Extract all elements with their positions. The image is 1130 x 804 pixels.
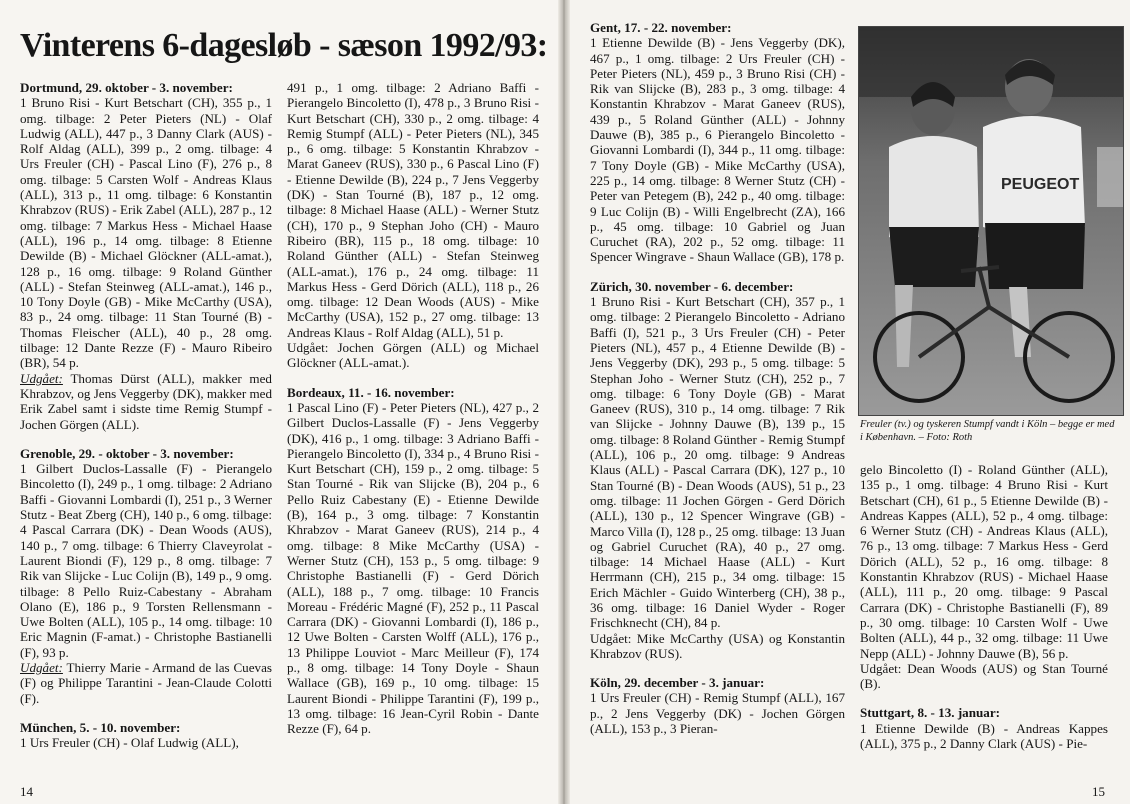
right-column-1 [590, 20, 845, 750]
race-results: 1 Etienne Dewilde (B) - Jens Veggerby (DK), 467 p., 1 omg. tilbage: 2 Urs Freuler (CH) - Peter Pieters (NL), 459 p., 3 Bruno Risi (CH) - Rik van Slijcke (B), 283 p., 3 omg. tilbage: 4 Konstantin Khrabzov - Marat Ganeev (RUS), 439 p., 5 Roland Günther (ALL) - Johnny Dauwe (B), 385 p., 6 Pierangelo Bincoletto - Giovanni Lombardi (I), 344 p., 11 omg. tilbage: 7 Tony Doyle (GB) - Mike McCarthy (USA), 225 p., 14 omg. tilbage: 8 Werner Stutz (CH) - Peter van Petegem (B), 242 p., 40 omg. tilbage: 9 Luc Colijn (B) - Willi Engelbrecht (ZA), 166 p., 45 omg. tilbage: 10 Gabriel og Juan Curuchet (RA), 202 p., 52 omg. tilbage: 11 Spencer Wingrave - Shaun Wallace (GB), 178 p. [590, 35, 845, 265]
race-entry-munchen [20, 720, 272, 751]
left-column-1 [20, 80, 272, 764]
dnf-label: Udgået: [20, 370, 63, 386]
race-entry-bordeaux [287, 385, 539, 737]
jersey-text: PEUGEOT [1001, 176, 1080, 193]
dnf-label: Udgået: [20, 659, 63, 675]
race-results: 1 Etienne Dewilde (B) - Andreas Kappes (ALL), 375 p., 2 Danny Clark (AUS) - Pie- [860, 720, 1108, 752]
race-dnf [20, 371, 272, 432]
right-column-2 [860, 462, 1108, 765]
race-results: 1 Pascal Lino (F) - Peter Pieters (NL), 427 p., 2 Gilbert Duclos-Lassalle (F) - Jens Veggerby (DK), 416 p., 1 omg. tilbage: 3 Adriano Baffi - Pierangelo Bincoletto (I), 334 p., 4 Bruno Risi - Kurt Betschart (CH), 159 p., 2 omg. tilbage: 5 Stan Tourné - Rik van Slijcke (B), 204 p., 6 Pello Ruiz Cabestany (E) - Etienne Dewilde (B), 164 p., 3 omg. tilbage: 7 Konstantin Khrabzov - Marat Ganeev (RUS), 214 p., 4 omg. tilbage: 8 Mike McCarthy (USA) - Werner Stutz (CH), 153 p., 5 omg. tilbage: 9 Christophe Bastianelli (F) - Gerd Dörich (ALL), 188 p., 7 omg. tilbage: 10 Francis Moreau - Frédéric Magné (F), 252 p., 11 Pascal Carrara (DK) - Giovanni Lombardi (I), 186 p., 12 Uwe Bolten - Carsten Wolff (ALL), 176 p., 13 Philippe Louviot - Marc Meilleur (F), 174 p., 8 omg. tilbage: 14 Tony Doyle - Shaun Wallace (GB), 169 p., 10 omg. tilbage: 15 Laurent Biondi - Philippe Tarantini (F), 199 p., 13 omg. tilbage: 16 Jean-Cyril Robin - Dante Rezze (F), 64 p. [287, 399, 539, 737]
race-entry-grenoble [20, 446, 272, 706]
book-spine [558, 0, 570, 804]
race-title: Dortmund, 29. oktober - 3. november: [20, 80, 233, 95]
race-results: 1 Urs Freuler (CH) - Remig Stumpf (ALL), 167 p., 2 Jens Veggerby (DK) - Jochen Görgen (ALL), 153 p., 3 Pieran- [590, 690, 845, 737]
page-number-left: 14 [20, 784, 33, 799]
race-dnf: Udgået: Jochen Görgen (ALL) og Michael Glöckner (ALL-amat.). [287, 340, 539, 371]
dnf-text: Thierry Marie - Armand de las Cuevas (F) og Philippe Tarantini - Jean-Claude Colotti (F). [20, 659, 272, 706]
race-title: Grenoble, 29. - oktober - 3. november: [20, 445, 234, 461]
dnf-text: Mike McCarthy (USA) og Konstantin Khrabzov (RUS). [590, 630, 845, 661]
cyclists-photo [858, 26, 1124, 416]
race-results: 1 Urs Freuler (CH) - Olaf Ludwig (ALL), [20, 735, 239, 751]
dnf-text: Thomas Dürst (ALL), makker med Khrabzov, og Jens Veggerby (DK), makker med Erik Zabel samt i sidste time Remig Stumpf - Jochen Görgen (ALL). [20, 370, 272, 432]
race-entry-stuttgart [860, 705, 1108, 751]
race-entry-gent [590, 20, 845, 265]
dnf-label: Udgået: [590, 630, 632, 646]
race-results: 491 p., 1 omg. tilbage: 2 Adriano Baffi - Pierangelo Bincoletto (I), 478 p., 3 Bruno Risi - Kurt Betschart (CH), 330 p., 2 omg. tilbage: 4 Remig Stumpf (ALL) - Peter Pieters (NL), 345 p., 6 omg. tilbage: 5 Konstantin Khrabzov - Marat Ganeev (RUS), 330 p., 6 Pascal Lino (F) - Etienne Dewilde (B), 224 p., 7 Jens Veggerby (DK) - Stan Tourné (B), 187 p., 12 omg. tilbage: 8 Michael Haase (ALL) - Werner Stutz (CH), 170 p., 9 Stephan Joho (CH) - Mauro Ribeiro (BR), 115 p., 18 omg. tilbage: 10 Roland Günther (ALL) - Stefan Steinweg (ALL-amat.), 176 p., 24 omg. tilbage: 11 Markus Hess - Gerd Dörich (ALL), 118 p., 26 omg. tilbage: 12 Dean Woods (AUS) - Mike McCarthy (USA), 152 p., 27 omg. tilbage: 13 Andreas Klaus - Rolf Aldag (ALL), 51 p. [287, 80, 539, 340]
race-dnf [590, 631, 845, 662]
race-title: Stuttgart, 8. - 13. januar: [860, 705, 1001, 721]
race-entry-munchen-continued [287, 80, 539, 371]
race-title: Köln, 29. december - 3. januar: [590, 675, 765, 691]
page-title: Vinterens 6-dagesløb - sæson 1992/93: [20, 27, 548, 64]
left-column-2 [287, 80, 539, 750]
race-results: 1 Bruno Risi - Kurt Betschart (CH), 357 p., 1 omg. tilbage: 2 Pierangelo Bincoletto - Adriano Baffi (I), 521 p., 3 Urs Freuler (CH) - Peter Pieters (NL), 457 p., 4 Etienne Dewilde (B) - Jens Veggerby (DK), 293 p., 5 omg. tilbage: 5 Stephan Joho - Werner Stutz (CH), 252 p., 7 omg. tilbage: 6 Tony Doyle (GB) - Marat Ganeev (RUS), 310 p., 14 omg. tilbage: 7 Rik van Slijcke - Johnny Dauwe (B), 139 p., 15 omg. tilbage: 8 Roland Günther - Remig Stumpf (ALL), 106 p., 20 omg. tilbage: 9 Andreas Klaus (ALL) - Pascal Carrara (DK), 127 p., 10 Stan Tourné (B) - Dean Woods (AUS), 51 p., 23 omg. tilbage: 11 Jochen Görgen - Gerd Dörich (ALL), 130 p., 12 Spencer Wingrave (GB) - Marco Villa (I), 128 p., 25 omg. tilbage: 13 Juan og Gabriel Curuchet (RA), 40 p., 27 omg. tilbage: 14 Michael Haase (ALL) - Kurt Herrmann (CH), 215 p., 34 omg. tilbage: 15 Erich Mächler - Guido Winterberg (CH), 38 p., 36 omg. tilbage: 16 Daniel Wyder - Roger Frischknecht (CH), 84 p. [590, 294, 845, 631]
race-title: Gent, 17. - 22. november: [590, 20, 732, 35]
photo-caption: Freuler (tv.) og tyskeren Stumpf vandt i Köln – begge er med i København. – Foto: Roth [860, 419, 1115, 443]
race-dnf [20, 660, 272, 706]
race-dnf: Udgået: Dean Woods (AUS) og Stan Tourné (B). [860, 660, 1108, 692]
photo-illustration [859, 27, 1123, 415]
page-number-right: 15 [1092, 784, 1105, 799]
race-entry-zurich [590, 279, 845, 661]
race-title: München, 5. - 10. november: [20, 719, 181, 735]
race-results: 1 Gilbert Duclos-Lassalle (F) - Pierangelo Bincoletto (I), 249 p., 1 omg. tilbage: 2 Adriano Baffi - Giovanni Lombardi (I), 251 p., 3 Werner Stutz - Beat Zberg (CH), 140 p., 6 omg. tilbage: 4 Pascal Carrara (DK) - Dean Woods (AUS), 140 p., 7 omg. tilbage: 6 Thierry Claveyrolat - Laurent Biondi (F), 129 p., 8 omg. tilbage: 7 Rik van Slijcke - Luc Colijn (B), 149 p., 9 omg. tilbage: 8 Pello Ruiz-Cabestany - Abraham Olano (E), 186 p., 9 Torsten Rellensmann - Uwe Bolten (ALL), 105 p., 14 omg. tilbage: 10 Eric Magnin (F-amat.) - Christophe Bastianelli (F), 93 p. [20, 461, 272, 660]
race-title: Bordeaux, 11. - 16. november: [287, 384, 455, 400]
race-entry-dortmund [20, 80, 272, 432]
race-entry-koln [590, 675, 845, 736]
race-results: gelo Bincoletto (I) - Roland Günther (ALL), 135 p., 1 omg. tilbage: 4 Bruno Risi - Kurt Betschart (CH), 61 p., 5 Etienne Dewilde (B) - Andreas Kappes (ALL), 52 p., 4 omg. tilbage: 6 Werner Stutz (CH) - Andreas Klaus (ALL), 76 p., 13 omg. tilbage: 7 Markus Hess - Gerd Dörich (ALL), 52 p., 16 omg. tilbage: 8 Konstantin Khrabzov (RUS) - Michael Haase (ALL), 111 p., 20 omg. tilbage: 9 Pascal Carrara (DK) - Christophe Bastianelli (F), 89 p., 30 omg. tilbage: 10 Carsten Wolf - Uwe Bolten (ALL), 44 p., 32 omg. tilbage: 11 Uwe Nepp (ALL) - Johnny Dauwe (B), 56 p. [860, 462, 1108, 661]
race-results: 1 Bruno Risi - Kurt Betschart (CH), 355 p., 1 omg. tilbage: 2 Peter Pieters (NL) - Olaf Ludwig (ALL), 447 p., 3 Danny Clark (AUS) - Rolf Aldag (ALL), 399 p., 2 omg. tilbage: 4 Urs Freuler (CH) - Pascal Lino (F), 276 p., 8 omg. tilbage: 5 Carsten Wolf - Andreas Klaus (ALL), 313 p., 11 omg. tilbage: 6 Konstantin Khrabzov (RUS) - Erik Zabel (ALL), 287 p., 12 omg. tilbage: 7 Markus Hess - Michael Haase (ALL), 196 p., 14 omg. tilbage: 8 Etienne Dewilde (B) - Michael Glöckner (ALL-amat.), 128 p., 16 omg. tilbage: 9 Roland Günther (ALL) - Stefan Steinweg (ALL-amat.), 146 p., 10 Tony Doyle (GB) - Mike McCarthy (USA), 83 p., 24 omg. tilbage: 11 Stan Tourné (B) - Thomas Fleischer (ALL), 40 p., 28 omg. tilbage: 12 Dante Rezze (F) - Mauro Ribeiro (BR), 54 p. [20, 95, 272, 371]
race-entry-koln-continued [860, 462, 1108, 691]
race-title: Zürich, 30. november - 6. december: [590, 278, 794, 294]
